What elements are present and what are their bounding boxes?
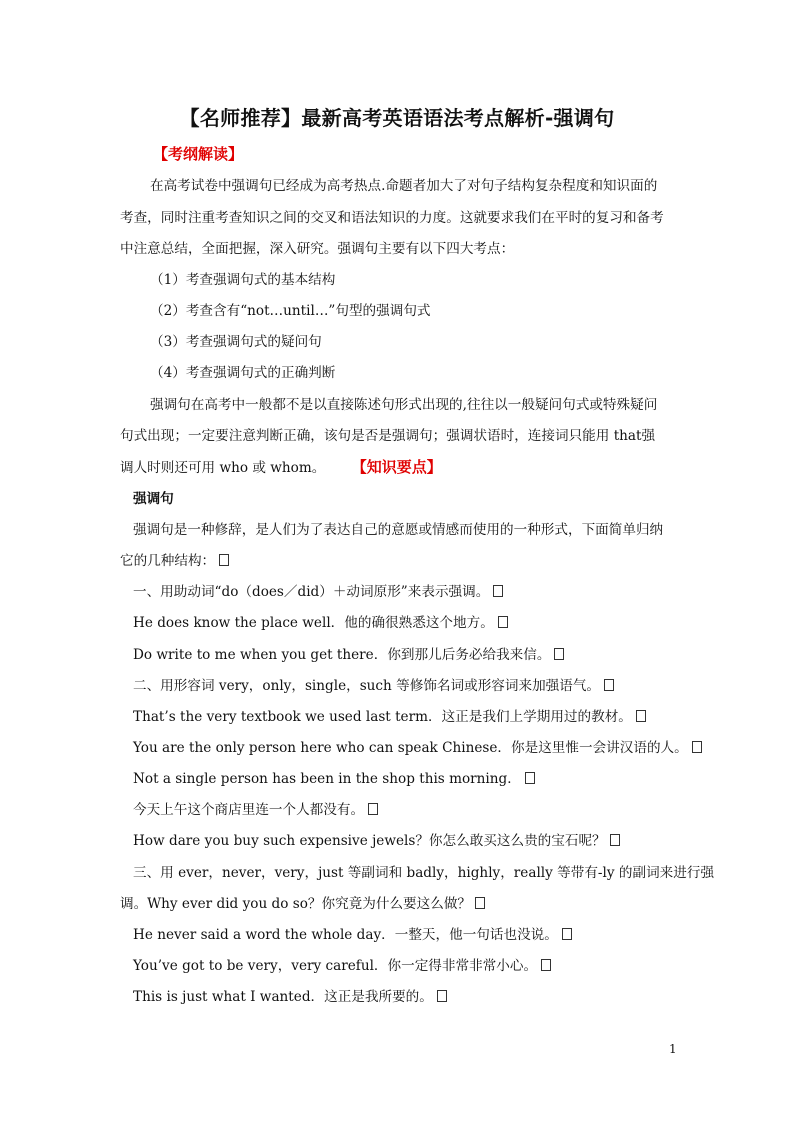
part3-line-1: 三、用 ever，never，very，just 等副词和 badly，highly，really 等带有-ly 的副词来进行强 <box>133 865 715 881</box>
point-1: （1）考查强调句式的基本结构 <box>150 272 336 288</box>
body-line-8 <box>133 800 378 820</box>
point-3: （3）考查强调句式的疑问句 <box>150 334 322 350</box>
missing-glyph-icon <box>604 679 614 691</box>
intro-line-1: 在高考试卷中强调句已经成为高考热点.命题者加大了对句子结构复杂程度和知识面的 <box>150 178 658 194</box>
body-line-3-text: Do write to me when you get there．你到那儿后务必给我来信。 <box>133 647 551 663</box>
body2-line-3 <box>133 987 447 1007</box>
body2-line-2-text: You’ve got to be very，very careful．你一定得非常非常小心。 <box>133 958 538 974</box>
intro-line-2: 考查，同时注重考查知识之间的交叉和语法知识的力度。这就要求我们在平时的复习和备考 <box>120 210 664 226</box>
document-title: 【名师推荐】最新高考英语语法考点解析-强调句 <box>179 106 615 130</box>
body-line-9 <box>133 831 620 851</box>
para2-line-1: 强调句在高考中一般都不是以直接陈述句形式出现的,往往以一般疑问句式或特殊疑问 <box>150 397 658 413</box>
body-line-1-text: 一、用助动词“do（does／did）＋动词原形”来表示强调。 <box>133 584 490 600</box>
point-2: （2）考查含有“not…until…”句型的强调句式 <box>150 303 431 319</box>
body-line-7 <box>133 769 535 789</box>
intro-line-3: 中注意总结，全面把握，深入研究。强调句主要有以下四大考点： <box>120 241 515 257</box>
body-line-4 <box>133 676 614 696</box>
defn-line-1: 强调句是一种修辞，是人们为了表达自己的意愿或情感而使用的一种形式，下面简单归纳 <box>133 522 664 538</box>
body2-line-1-text: He never said a word the whole day．一整天，他一句话也没说。 <box>133 927 558 943</box>
missing-glyph-icon <box>475 897 485 909</box>
missing-glyph-icon <box>437 990 447 1002</box>
body-line-9-text: How dare you buy such expensive jewels？你怎么敢买这么贵的宝石呢？ <box>133 833 606 849</box>
body-line-6-text: You are the only person here who can speak Chinese．你是这里惟一会讲汉语的人。 <box>133 740 688 756</box>
para2-line-2: 句式出现；一定要注意判断正确，该句是否是强调句；强调状语时，连接词只能用 that强 <box>120 428 656 444</box>
body-line-7-text: Not a single person has been in the shop this morning． <box>133 771 521 787</box>
defn-line-2 <box>120 551 229 571</box>
point-4: （4）考查强调句式的正确判断 <box>150 365 336 381</box>
missing-glyph-icon <box>692 741 702 753</box>
defn-line-2-text: 它的几种结构： <box>120 553 216 569</box>
body-line-6 <box>133 738 702 758</box>
body-line-5 <box>133 707 646 727</box>
body-line-2 <box>133 613 508 633</box>
missing-glyph-icon <box>368 803 378 815</box>
missing-glyph-icon <box>493 585 503 597</box>
heading-emphatic: 强调句 <box>133 491 174 507</box>
body-line-1 <box>133 582 503 602</box>
page-number: 1 <box>669 1042 677 1056</box>
para2-line-3 <box>120 457 442 478</box>
para2-line-3-text: 调人时则还可用 who 或 whom。 <box>120 460 326 476</box>
missing-glyph-icon <box>610 834 620 846</box>
missing-glyph-icon <box>525 772 535 784</box>
body-line-4-text: 二、用形容词 very，only，single，such 等修饰名词或形容词来加强语气。 <box>133 678 601 694</box>
missing-glyph-icon <box>541 959 551 971</box>
section-heading-syllabus: 【考纲解读】 <box>153 145 244 163</box>
body2-line-3-text: This is just what I wanted．这正是我所要的。 <box>133 989 433 1005</box>
body2-line-2 <box>133 956 551 976</box>
body2-line-1 <box>133 925 572 945</box>
missing-glyph-icon <box>219 554 229 566</box>
part3-line-2 <box>120 894 485 914</box>
missing-glyph-icon <box>636 710 646 722</box>
body-line-3 <box>133 645 564 665</box>
body-line-5-text: That’s the very textbook we used last term．这正是我们上学期用过的教材。 <box>133 709 632 725</box>
body-line-8-text: 今天上午这个商店里连一个人都没有。 <box>133 802 365 818</box>
missing-glyph-icon <box>554 648 564 660</box>
missing-glyph-icon <box>562 928 572 940</box>
missing-glyph-icon <box>498 616 508 628</box>
part3-line-2-text: 调。Why ever did you do so？你究竟为什么要这么做？ <box>120 896 472 912</box>
body-line-2-text: He does know the place well．他的确很熟悉这个地方。 <box>133 615 494 631</box>
section-heading-knowledge: 【知识要点】 <box>351 458 442 476</box>
